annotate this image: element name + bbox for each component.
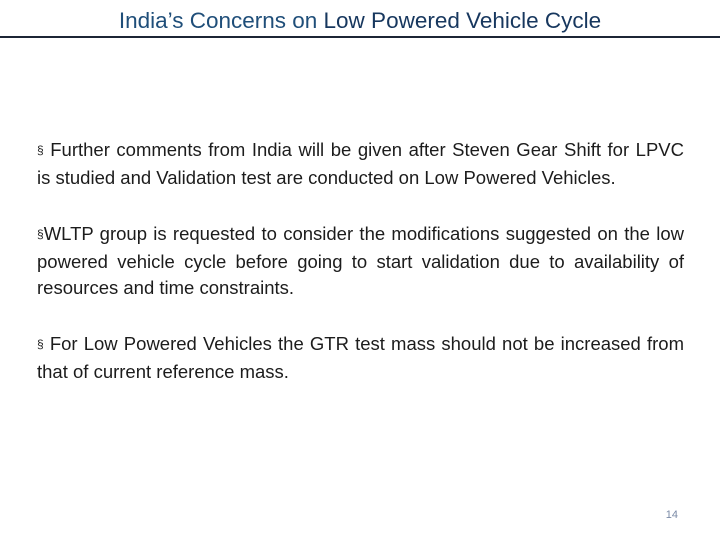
bullet-marker-icon: § bbox=[37, 227, 44, 241]
slide-title bbox=[0, 6, 720, 36]
bullet-list bbox=[37, 137, 684, 415]
title-text-part-1: India’s Concerns on bbox=[118, 8, 324, 33]
bullet-marker-icon: § bbox=[37, 143, 44, 157]
title-underline bbox=[0, 36, 720, 38]
bullet-text: Further comments from India will be given after Steven Gear Shift for LPVC is studied and Validation test are conducted on Low Powered Vehicles. bbox=[37, 139, 684, 188]
bullet-item-wltp-request bbox=[37, 221, 684, 301]
bullet-text: For Low Powered Vehicles the GTR test mass should not be increased from that of current reference mass. bbox=[37, 333, 684, 382]
bullet-text: WLTP group is requested to consider the modifications suggested on the low powered vehicle cycle before going to start validation due to availability of resources and time constraints. bbox=[37, 223, 684, 298]
bullet-item-further-comments bbox=[37, 137, 684, 191]
page-number: 14 bbox=[665, 509, 678, 521]
title-text-part-2: Low Powered Vehicle Cycle bbox=[323, 8, 602, 33]
bullet-marker-icon: § bbox=[37, 337, 44, 351]
bullet-item-test-mass bbox=[37, 331, 684, 385]
